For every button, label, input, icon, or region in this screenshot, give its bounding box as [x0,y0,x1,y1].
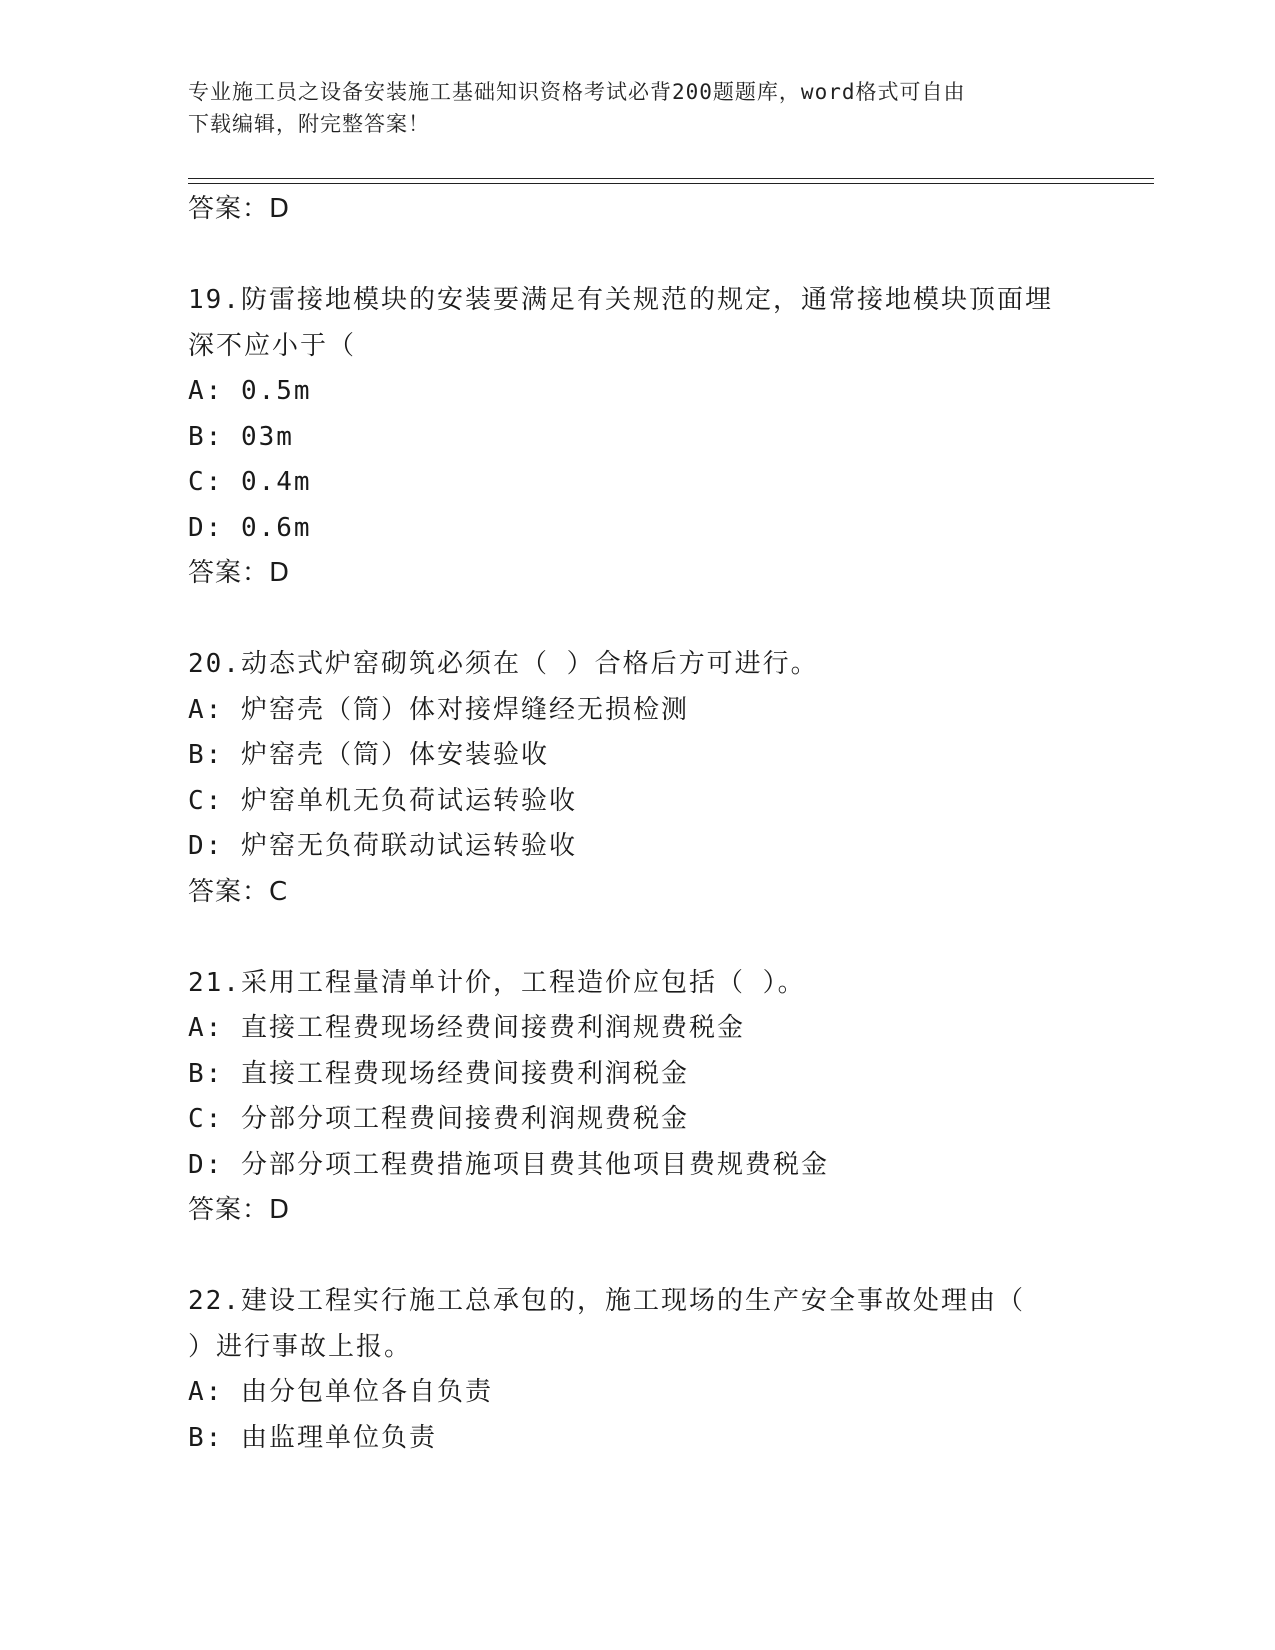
option-c: C: 分部分项工程费间接费利润规费税金 [188,1104,689,1134]
answer-line: 答案：D [188,558,291,588]
option-b: B: 炉窑壳（筒）体安装验收 [188,740,549,770]
option-b: B: 直接工程费现场经费间接费利润税金 [188,1058,689,1089]
option-a: A: 由分包单位各自负责 [188,1377,493,1407]
option-d: D: 炉窑无负荷联动试运转验收 [188,831,577,861]
spacer [188,597,1148,643]
header-line-1: 专业施工员之设备安装施工基础知识资格考试必背200题题库，word格式可自由 [188,80,966,104]
option-a: A: 直接工程费现场经费间接费利润规费税金 [188,1013,745,1043]
question-19 [188,278,1148,597]
option-c: C: 0.4m [188,467,312,497]
spacer [188,233,1148,279]
header-rule-top [188,178,1154,179]
option-d: D: 分部分项工程费措施项目费其他项目费规费税金 [188,1149,829,1180]
option-a: A: 0.5m [188,376,312,406]
option-d: D: 0.6m [188,512,312,543]
question-stem: 19.防雷接地模块的安装要满足有关规范的规定，通常接地模块顶面埋 [188,285,1053,315]
question-stem: 21.采用工程量清单计价，工程造价应包括（ ）。 [188,967,806,998]
option-a: A: 炉窑壳（筒）体对接焊缝经无损检测 [188,694,689,725]
option-b: B: 03m [188,421,294,452]
question-stem: 20.动态式炉窑砌筑必须在（ ）合格后方可进行。 [188,649,819,679]
question-21 [188,961,1148,1234]
question-stem: 22.建设工程实行施工总承包的，施工现场的生产安全事故处理由（ [188,1286,1025,1316]
answer-line: 答案：D [188,194,291,224]
answer-line: 答案：C [188,876,289,907]
header-rule-bottom [188,183,1154,184]
spacer [188,1234,1148,1280]
question-stem: 深不应小于（ [188,330,357,361]
header-line-2: 下载编辑，附完整答案！ [188,112,430,136]
option-b: B: 由监理单位负责 [188,1422,437,1453]
question-20 [188,642,1148,915]
document-header [188,76,1088,140]
answer-line: 答案：D [188,1195,291,1225]
option-c: C: 炉窑单机无负荷试运转验收 [188,785,577,816]
question-22 [188,1279,1148,1461]
question-stem: ）进行事故上报。 [188,1331,413,1362]
spacer [188,915,1148,961]
document-body [188,187,1148,1461]
